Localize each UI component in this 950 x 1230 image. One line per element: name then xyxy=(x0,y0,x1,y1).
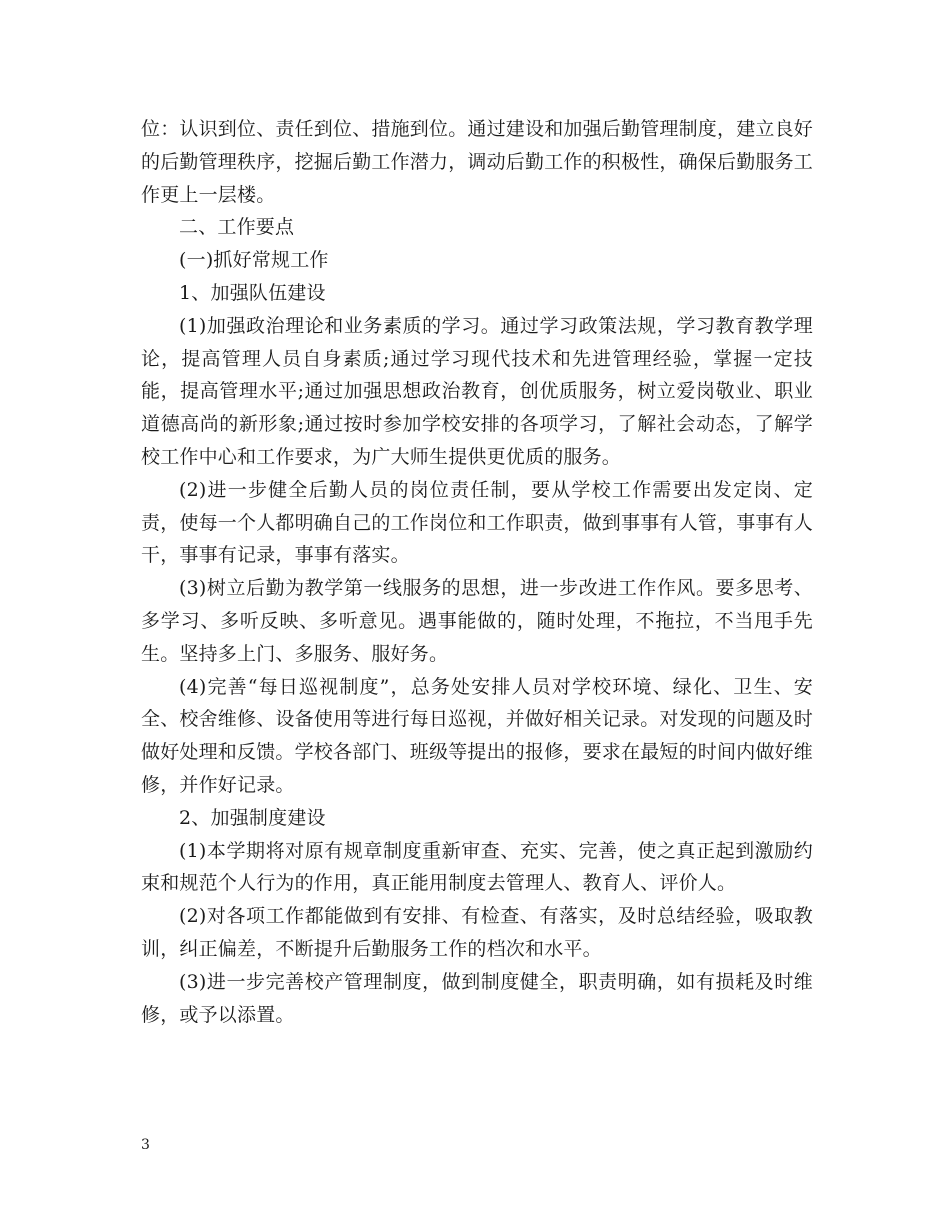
subsection-heading-routine-work: (一)抓好常规工作 xyxy=(179,249,329,272)
paragraph-responsibility-system: (2)进一步健全后勤人员的岗位责任制，要从学校工作需要出发定岗、定责，使每一个人都明确自己的工作岗位和工作职责，做到事事有人管，事事有人干，事事有记录，事事有落实。 xyxy=(141,478,814,567)
page-number: 3 xyxy=(141,1137,150,1153)
paragraph-service-attitude: (3)树立后勤为教学第一线服务的思想，进一步改进工作作风。要多思考、多学习、多听反映、多听意见。遇事能做的，随时处理，不拖拉，不当甩手先生。坚持多上门、多服务、服好务。 xyxy=(141,577,813,665)
paragraph-team-study: (1)加强政治理论和业务素质的学习。通过学习政策法规，学习教育教学理论，提高管理人员自身素质;通过学习现代技术和先进管理经验，掌握一定技能，提高管理水平;通过加强思想政治教育，创优质服务，树立爱岗敬业、职业道德高尚的新形象;通过按时参加学校安排的各项学习，了解社会动态，了解学校工作中心和工作要求，为广大师生提供更优质的服务。 xyxy=(141,314,813,468)
paragraph-work-checks: (2)对各项工作都能做到有安排、有检查、有落实，及时总结经验，吸取教训，纠正偏差，不断提升后勤服务工作的档次和水平。 xyxy=(141,905,813,960)
document-body xyxy=(141,113,813,1031)
paragraph-daily-inspection: (4)完善“每日巡视制度”，总务处安排人员对学校环境、绿化、卫生、安全、校舍维修、设备使用等进行每日巡视，并做好相关记录。对发现的问题及时做好处理和反馈。学校各部门、班级等提出的报修，要求在最短的时间内做好维修，并作好记录。 xyxy=(141,675,814,796)
item-heading-team-building: 1、加强队伍建设 xyxy=(179,281,326,304)
paragraph-rules-review: (1)本学期将对原有规章制度重新审查、充实、完善，使之真正起到激励约束和规范个人行为的作用，真正能用制度去管理人、教育人、评价人。 xyxy=(141,839,813,895)
paragraph-property-management: (3)进一步完善校产管理制度，做到制度健全，职责明确，如有损耗及时维修，或予以添置。 xyxy=(141,970,813,1026)
paragraph-1: 位：认识到位、责任到位、措施到位。通过建设和加强后勤管理制度，建立良好的后勤管理秩序，挖掘后勤工作潜力，调动后勤工作的积极性，确保后勤服务工作更上一层楼。 xyxy=(141,118,814,206)
section-heading-work-points: 二、工作要点 xyxy=(179,216,295,239)
item-heading-system-building: 2、加强制度建设 xyxy=(179,806,326,829)
